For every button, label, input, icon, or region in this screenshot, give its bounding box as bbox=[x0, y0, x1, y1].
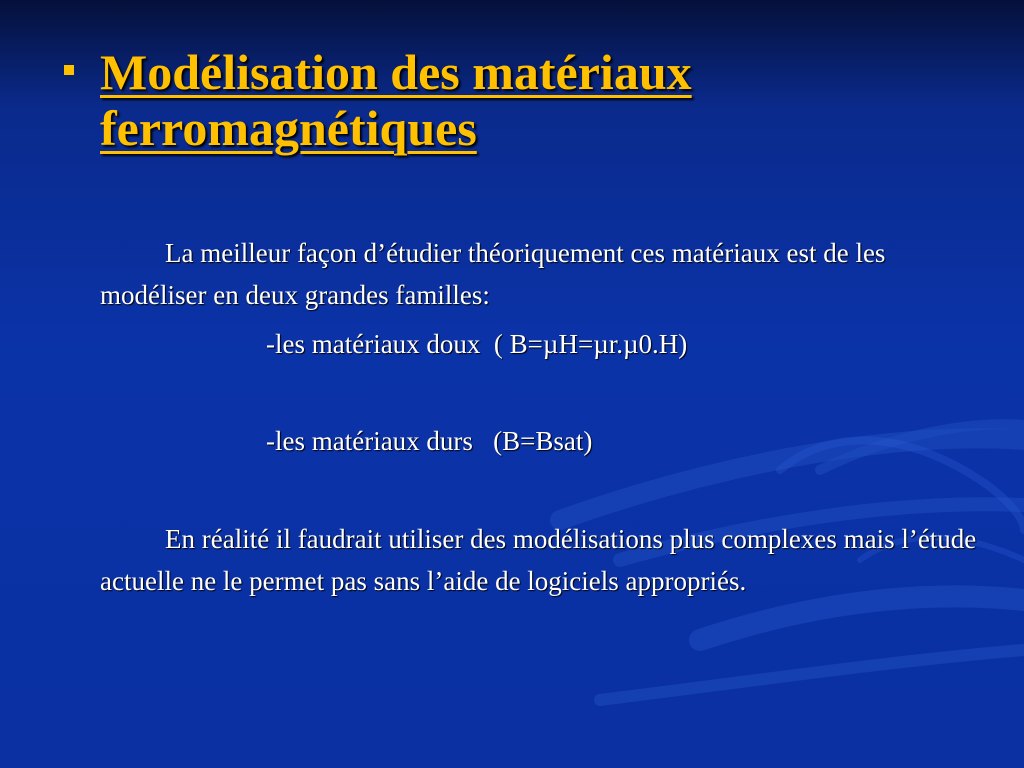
slide-title bbox=[100, 44, 692, 156]
intro-paragraph: La meilleur façon d’étudier théoriquement ces matériaux est de les modéliser en deux grandes familles: bbox=[100, 238, 886, 310]
list-item-hard-materials: -les matériaux durs (B=Bsat) bbox=[266, 426, 593, 456]
conclusion-paragraph: En réalité il faudrait utiliser des modélisations plus complexes mais l’étude actuelle ne le permet pas sans l’aide de logiciels appropriés. bbox=[100, 524, 977, 596]
list-item-soft-materials: -les matériaux doux ( B=µH=µr.µ0.H) bbox=[266, 329, 688, 359]
square-bullet-icon bbox=[64, 65, 74, 75]
slide-title-line-1: Modélisation des matériaux bbox=[100, 44, 692, 100]
slide-title-line-2: ferromagnétiques bbox=[100, 100, 477, 156]
